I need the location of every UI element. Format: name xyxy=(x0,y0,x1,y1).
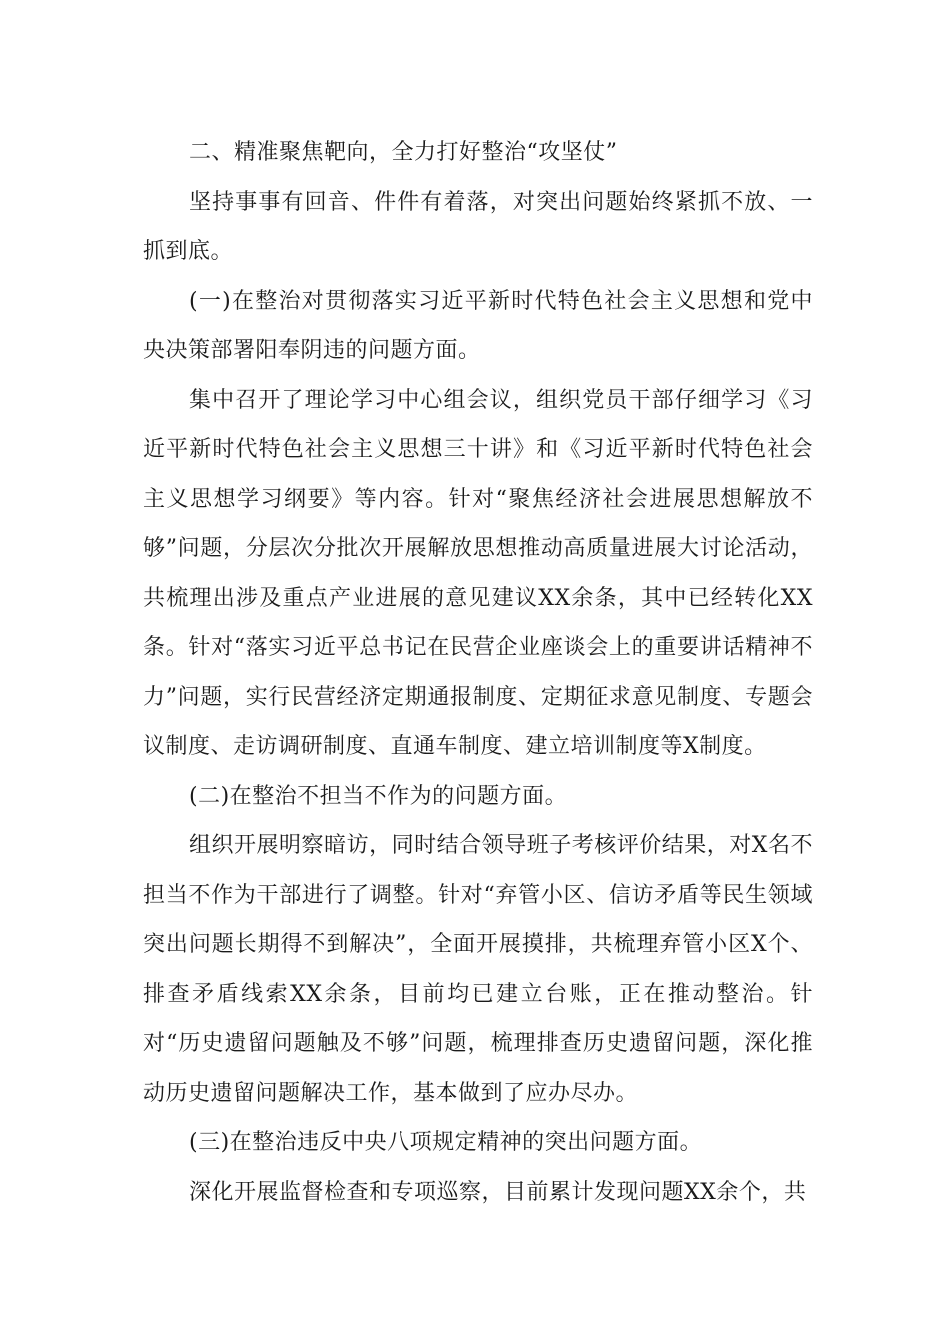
paragraph: 深化开展监督检查和专项巡察，目前累计发现问题XX余个，共 xyxy=(189,1179,807,1205)
subsection-heading: (一)在整治对贯彻落实习近平新时代特色社会主义思想和党中央决策部署阳奉阴违的问题方面。 xyxy=(143,288,813,363)
document-body xyxy=(143,128,813,1217)
section-heading: 二、精准聚焦靶向，全力打好整治“攻坚仗” xyxy=(189,140,618,165)
subsection-heading: (三)在整治违反中央八项规定精神的突出问题方面。 xyxy=(189,1130,703,1155)
subsection-heading: (二)在整治不担当不作为的问题方面。 xyxy=(189,783,568,809)
paragraph: 组织开展明察暗访，同时结合领导班子考核评价结果，对X名不担当不作为干部进行了调整。针对“弃管小区、信访矛盾等民生领域突出问题长期得不到解决”，全面开展摸排，共梳理弃管小区X个、排查矛盾线索XX余条，目前均已建立台账，正在推动整治。针对“历史遗留问题触及不够”问题，梳理排查历史遗留问题，深化推动历史遗留问题解决工作，基本做到了应办尽办。 xyxy=(143,833,813,1106)
paragraph: 坚持事事有回音、件件有着落，对突出问题始终紧抓不放、一抓到底。 xyxy=(143,189,813,264)
paragraph: 集中召开了理论学习中心组会议，组织党员干部仔细学习《习近平新时代特色社会主义思想三十讲》和《习近平新时代特色社会主义思想学习纲要》等内容。针对“聚焦经济社会进展思想解放不够”问题，分层次分批次开展解放思想推动高质量进展大讨论活动，共梳理出涉及重点产业进展的意见建议XX余条，其中已经转化XX条。针对“落实习近平总书记在民营企业座谈会上的重要讲话精神不力”问题，实行民营经济定期通报制度、定期征求意见制度、专题会议制度、走访调研制度、直通车制度、建立培训制度等X制度。 xyxy=(143,387,813,759)
